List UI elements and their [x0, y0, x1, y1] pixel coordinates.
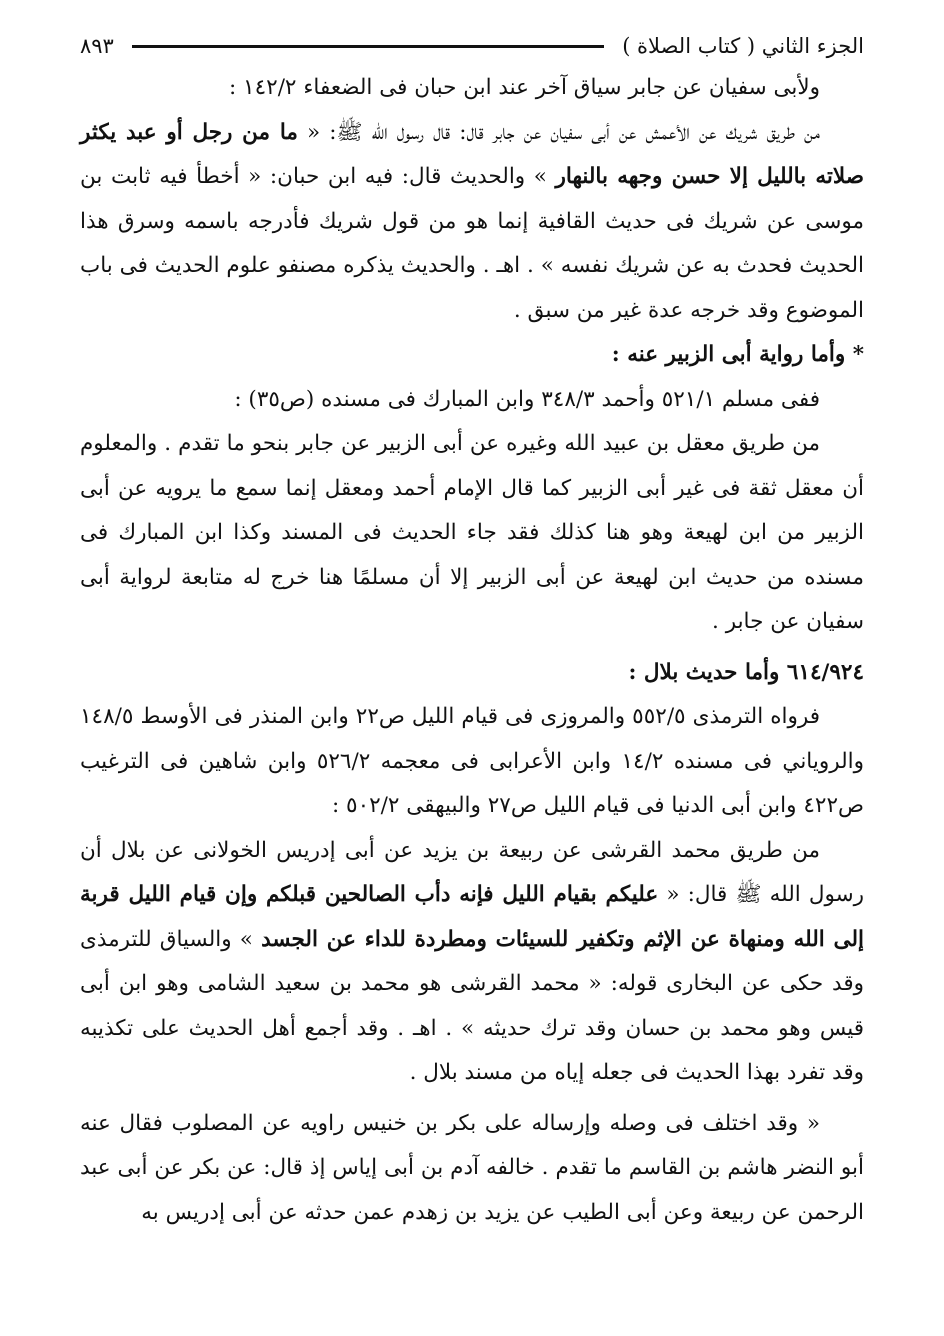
paragraph-maqil-route: [80, 422, 864, 645]
asterisk-icon: *: [852, 342, 864, 367]
running-header-title: الجزء الثاني ( كتاب الصلاة ): [622, 34, 864, 58]
book-page: [80, 26, 864, 1316]
paragraph-text: « وقد اختلف فى وصله وإرساله على بكر بن خنيس راويه عن المصلوب فقال عنه أبو النضر هاشم بن القاسم ما تقدم . خالفه آدم بن أبى إياس إذ قال: عن بكر عن أبى عبد الرحمن عن ربيعة وعن أبى الطيب عن يزيد بن زهدم عمن حدثه عن أبى إدريس به: [80, 1110, 864, 1225]
paragraph-text: » والسياق للترمذى وقد حكى عن البخارى قوله: « محمد القرشى هو محمد بن سعيد الشامى وهو ابن أبى قيس وهو محمد بن حسان وقد ترك حديثه » . اهـ . وقد أجمع أهل الحديث على تكذيبه وقد تفرد بهذا الحديث فى جعله إياه من مسند بلال .: [80, 926, 864, 1085]
paragraph-text: » والحديث قال: فيه ابن حبان: « أخطأ فيه ثابت بن موسى عن شريك فى حديث القافية إنما هو من قول شريك فأدرجه باسمه وسرق هذا الحديث فحدث به عن شريك نفسه » . اهـ . والحديث يذكره مصنفو علوم الحديث فى باب الموضوع وقد خرجه عدة غير من سبق .: [80, 164, 864, 323]
hadith-text-bold: ما من رجل أو عبد يكثر صلاته بالليل إلا حسن وجهه بالنهار: [80, 119, 865, 189]
hadith-text-bold: عليكم بقيام الليل فإنه دأب الصالحين قبلكم وإن قيام الليل قربة إلى الله ومنهاة عن الإثم وتكفير للسيئات ومطردة للداء عن الجسد: [80, 882, 864, 952]
paragraph-tirmidhi-sources: [80, 695, 864, 829]
section-heading-text: وأما رواية أبى الزبير عنه :: [611, 342, 853, 367]
section-heading-bilal: [80, 651, 864, 696]
section-heading-text: ٦١٤/٩٢٤ وأما حديث بلال :: [628, 659, 864, 685]
paragraph-text: من طريق محمد القرشى عن ربيعة بن يزيد عن أبى إدريس الخولانى عن بلال أن رسول الله ﷺ قال: «: [80, 837, 864, 907]
paragraph-text: فرواه الترمذى ٥٥٢/٥ والمروزى فى قيام الليل ص٢٢ وابن المنذر فى الأوسط ١٤٨/٥ والروياني فى مسنده ١٤/٢ وابن الأعرابى فى معجمه ٥٢٦/٢ وابن شاهين فى الترغيب ص٤٢٢ وابن أبى الدنيا فى قيام الليل ص٢٧ والبيهقى ٥٠٢/٢ :: [80, 704, 864, 818]
paragraph-qurashi-route: [80, 829, 864, 1096]
paragraph-text: ففى مسلم ٥٢١/١ وأحمد ٣٤٨/٣ وابن المبارك فى مسنده (ص٣٥) :: [234, 386, 820, 412]
paragraph-text: ولأبى سفيان عن جابر سياق آخر عند ابن حبان فى الضعفاء ١٤٢/٢ :: [228, 75, 820, 100]
page-body: [80, 66, 864, 1235]
section-heading-abu-zubair: [80, 333, 864, 378]
paragraph-text: من طريق شريك عن الأعمش عن أبى سفيان عن جابر قال: قال رسول الله ﷺ: «: [297, 119, 821, 145]
running-header: [80, 26, 864, 66]
paragraph-sharik-route: [80, 111, 864, 334]
paragraph-muslim-ahmad: [80, 378, 864, 423]
page-number: ٨٩٣: [80, 34, 114, 58]
paragraph-text: من طريق معقل بن عبيد الله وغيره عن أبى الزبير عن جابر بنحو ما تقدم . والمعلوم أن معقل ثقة فى غير أبى الزبير كما قال الإمام أحمد ومعقل إنما سمع ما يرويه عن أبى الزبير من ابن لهيعة وهو هنا كذلك فقد جاء الحديث فى المسند وكذا ابن المبارك فى مسنده من حديث ابن لهيعة عن أبى الزبير إلا أن مسلمًا هنا خرج له متابعة لرواية أبى سفيان عن جابر .: [80, 431, 864, 634]
paragraph-abu-sufyan-ibn-hibban: [80, 66, 864, 111]
paragraph-bakr-khunais: [80, 1102, 864, 1236]
header-rule: [132, 45, 604, 48]
